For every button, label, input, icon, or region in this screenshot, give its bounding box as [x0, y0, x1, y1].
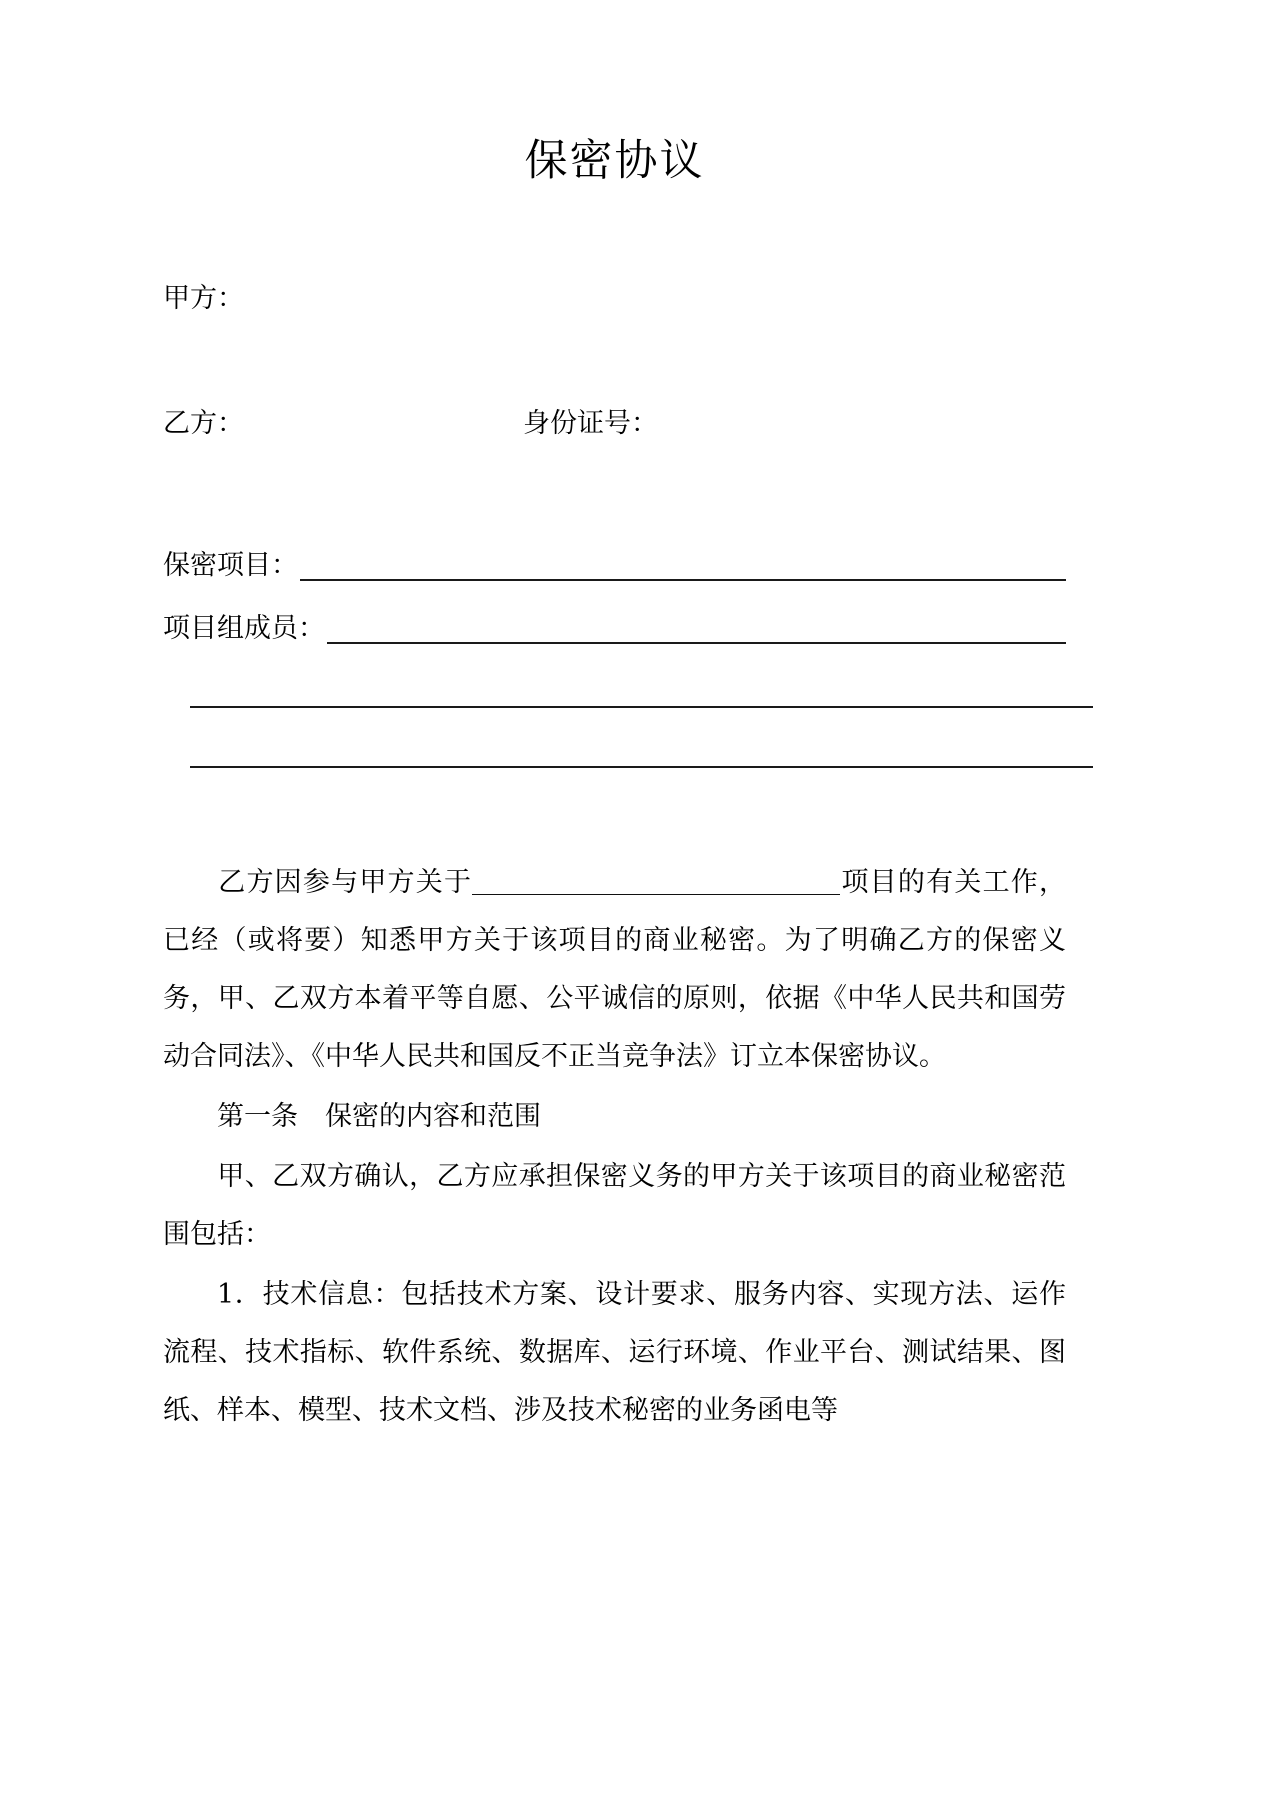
blank-write-line-1[interactable]	[190, 706, 1093, 708]
project-name-input[interactable]	[472, 872, 840, 895]
team-members-input[interactable]	[327, 616, 1066, 644]
blank-write-line-2[interactable]	[190, 766, 1093, 768]
intro-paragraph	[163, 854, 1066, 1086]
party-b-label: 乙方：	[163, 408, 244, 439]
clause-one-body-text: 甲、乙双方确认，乙方应承担保密义务的甲方关于该项目的商业秘密范围包括：	[163, 1161, 1066, 1251]
secret-project-input[interactable]	[300, 553, 1066, 581]
page-title: 保密协议	[524, 136, 705, 186]
id-number-label: 身份证号：	[523, 408, 658, 439]
secret-project-row	[163, 552, 1066, 581]
clause-one-paragraph	[163, 1148, 1066, 1264]
clause-one-item-1-text: 1．技术信息：包括技术方案、设计要求、服务内容、实现方法、运作流程、技术指标、软件系统、数据库、运行环境、作业平台、测试结果、图纸、样本、模型、技术文档、涉及技术秘密的业务函电等	[163, 1279, 1066, 1427]
team-members-label: 项目组成员：	[163, 613, 325, 644]
intro-prefix-text: 乙方因参与甲方关于	[217, 867, 473, 899]
intro-suffix-text: 项目的有关工作，已经（或将要）知悉甲方关于该项目的商业秘密。为了明确乙方的保密义务，甲、乙双方本着平等自愿、公平诚信的原则，依据《中华人民共和国劳动合同法》、《中华人民共和国反不正当竞争法》订立本保密协议。	[163, 867, 1067, 1073]
party-b-row	[163, 410, 1066, 440]
document-content	[163, 0, 1066, 1440]
clause-one-heading	[163, 1088, 1066, 1146]
secret-project-label: 保密项目：	[163, 550, 298, 581]
clause-one-item-1	[163, 1266, 1066, 1440]
team-members-row	[163, 615, 1066, 644]
clause-one-title-text: 第一条 保密的内容和范围	[217, 1101, 541, 1133]
party-a-label: 甲方：	[163, 283, 244, 314]
